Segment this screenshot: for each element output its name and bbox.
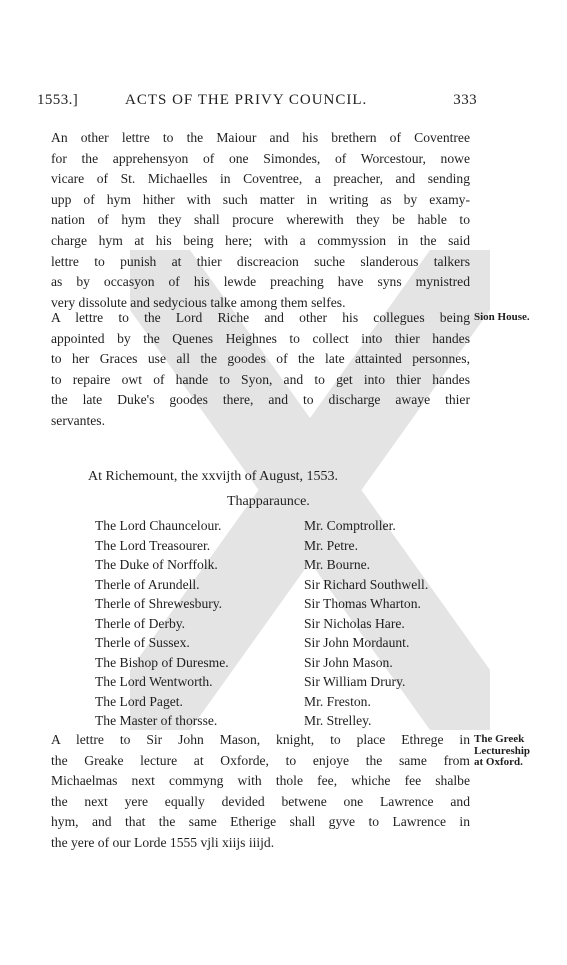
text-line: charge hym at his being here; with a commyssion in the said <box>51 232 470 248</box>
text-line: very dissolute and sedycious talke among them selfes. <box>51 294 346 310</box>
header-title: ACTS OF THE PRIVY COUNCIL. <box>125 92 368 108</box>
text-line: the yere of our Lorde 1555 vjli xiijs iiijd. <box>51 834 275 850</box>
text-line: to her Graces use all the goodes of the late attainted personnes, <box>51 351 470 367</box>
text-line: Michaelmas next commyng with thole fee, whiche fee shalbe <box>51 773 470 789</box>
text-line: An other lettre to the Maiour and his brethern of Coventree <box>51 130 470 145</box>
attendee-name: Mr. Comptroller. <box>304 518 396 533</box>
attendee-name: Therle of Arundell. <box>95 576 200 592</box>
text-line: lettre to punish at thier discreacion suche slanderous talkers <box>51 253 470 269</box>
text-line: A lettre to the Lord Riche and other his collegues being <box>51 310 470 325</box>
text-line: as by occasyon of his lewde preaching have syns mynistred <box>51 274 470 290</box>
text-line: A lettre to Sir John Mason, knight, to place Ethrege in <box>51 732 470 747</box>
attendee-name: Sir John Mordaunt. <box>304 635 410 650</box>
attendee-name: The Lord Chauncelour. <box>95 518 222 533</box>
text-line: hym, and that the same Etherige shall gyve to Lawrence in <box>51 814 470 830</box>
attendee-name: Sir Richard Southwell. <box>304 576 429 592</box>
attendee-name: Sir Thomas Wharton. <box>304 596 421 611</box>
text-line: upp of hym hither with such matter in writing as by examy- <box>51 191 470 207</box>
running-header <box>37 92 477 112</box>
margin-note-sion-house: Sion House. <box>474 311 530 323</box>
attendees-left-column <box>95 516 229 731</box>
attendee-name: Sir William Drury. <box>304 674 406 689</box>
attendee-name: Mr. Petre. <box>304 537 358 553</box>
attendee-name: The Bishop of Duresme. <box>95 654 229 670</box>
text-line: vicare of St. Michaelles in Coventree, a preacher, and sending <box>51 171 470 187</box>
attendee-name: The Master of thorsse. <box>95 713 218 728</box>
text-line: for the apprehensyon of one Simondes, of Worcestour, nowe <box>51 150 470 166</box>
text-line: to repaire owt of hande to Syon, and to get into thier handes <box>51 371 470 387</box>
text-line: the next yere equally devided betwene one Lawrence and <box>51 793 470 809</box>
attendee-name: The Lord Paget. <box>95 693 183 709</box>
attendee-name: The Lord Wentworth. <box>95 674 213 689</box>
page-number: 333 <box>453 92 477 108</box>
attendees-right-column <box>304 516 428 731</box>
attendee-name: Sir Nicholas Hare. <box>304 615 405 631</box>
attendee-name: Therle of Shrewesbury. <box>95 596 223 611</box>
text-line: the late Duke's goodes there, and to discharge awaye thier <box>51 392 470 408</box>
paragraph-lord-riche-letter <box>51 308 470 432</box>
margin-note-line: Lectureship <box>474 744 531 757</box>
text-line: appointed by the Quenes Heighnes to collect into thier handes <box>51 330 470 346</box>
margin-note-greek-lectureship <box>474 734 544 769</box>
meeting-heading: At Richemount, the xxvijth of August, 1553. <box>88 469 339 484</box>
attendance-label: Thapparaunce. <box>227 494 310 509</box>
attendee-name: The Lord Treasourer. <box>95 537 211 553</box>
attendee-name: Mr. Bourne. <box>304 557 371 572</box>
text-line: the Greake lecture at Oxforde, to enjoye the same from <box>51 752 470 768</box>
paragraph-greek-lecture-letter <box>51 730 470 854</box>
attendee-name: Sir John Mason. <box>304 654 393 670</box>
attendee-name: Therle of Derby. <box>95 615 186 631</box>
attendee-name: Therle of Sussex. <box>95 635 190 650</box>
margin-note-line: The Greek <box>474 733 525 745</box>
attendee-name: The Duke of Norffolk. <box>95 557 218 572</box>
paragraph-coventree-letter <box>51 128 470 313</box>
header-year: 1553.] <box>37 92 79 108</box>
attendee-name: Mr. Strelley. <box>304 713 372 728</box>
text-line: servantes. <box>51 412 105 428</box>
text-line: nation of hym they shall procure wherewith they be hable to <box>51 212 470 228</box>
attendee-name: Mr. Freston. <box>304 693 371 709</box>
margin-note-line: at Oxford. <box>474 756 523 768</box>
